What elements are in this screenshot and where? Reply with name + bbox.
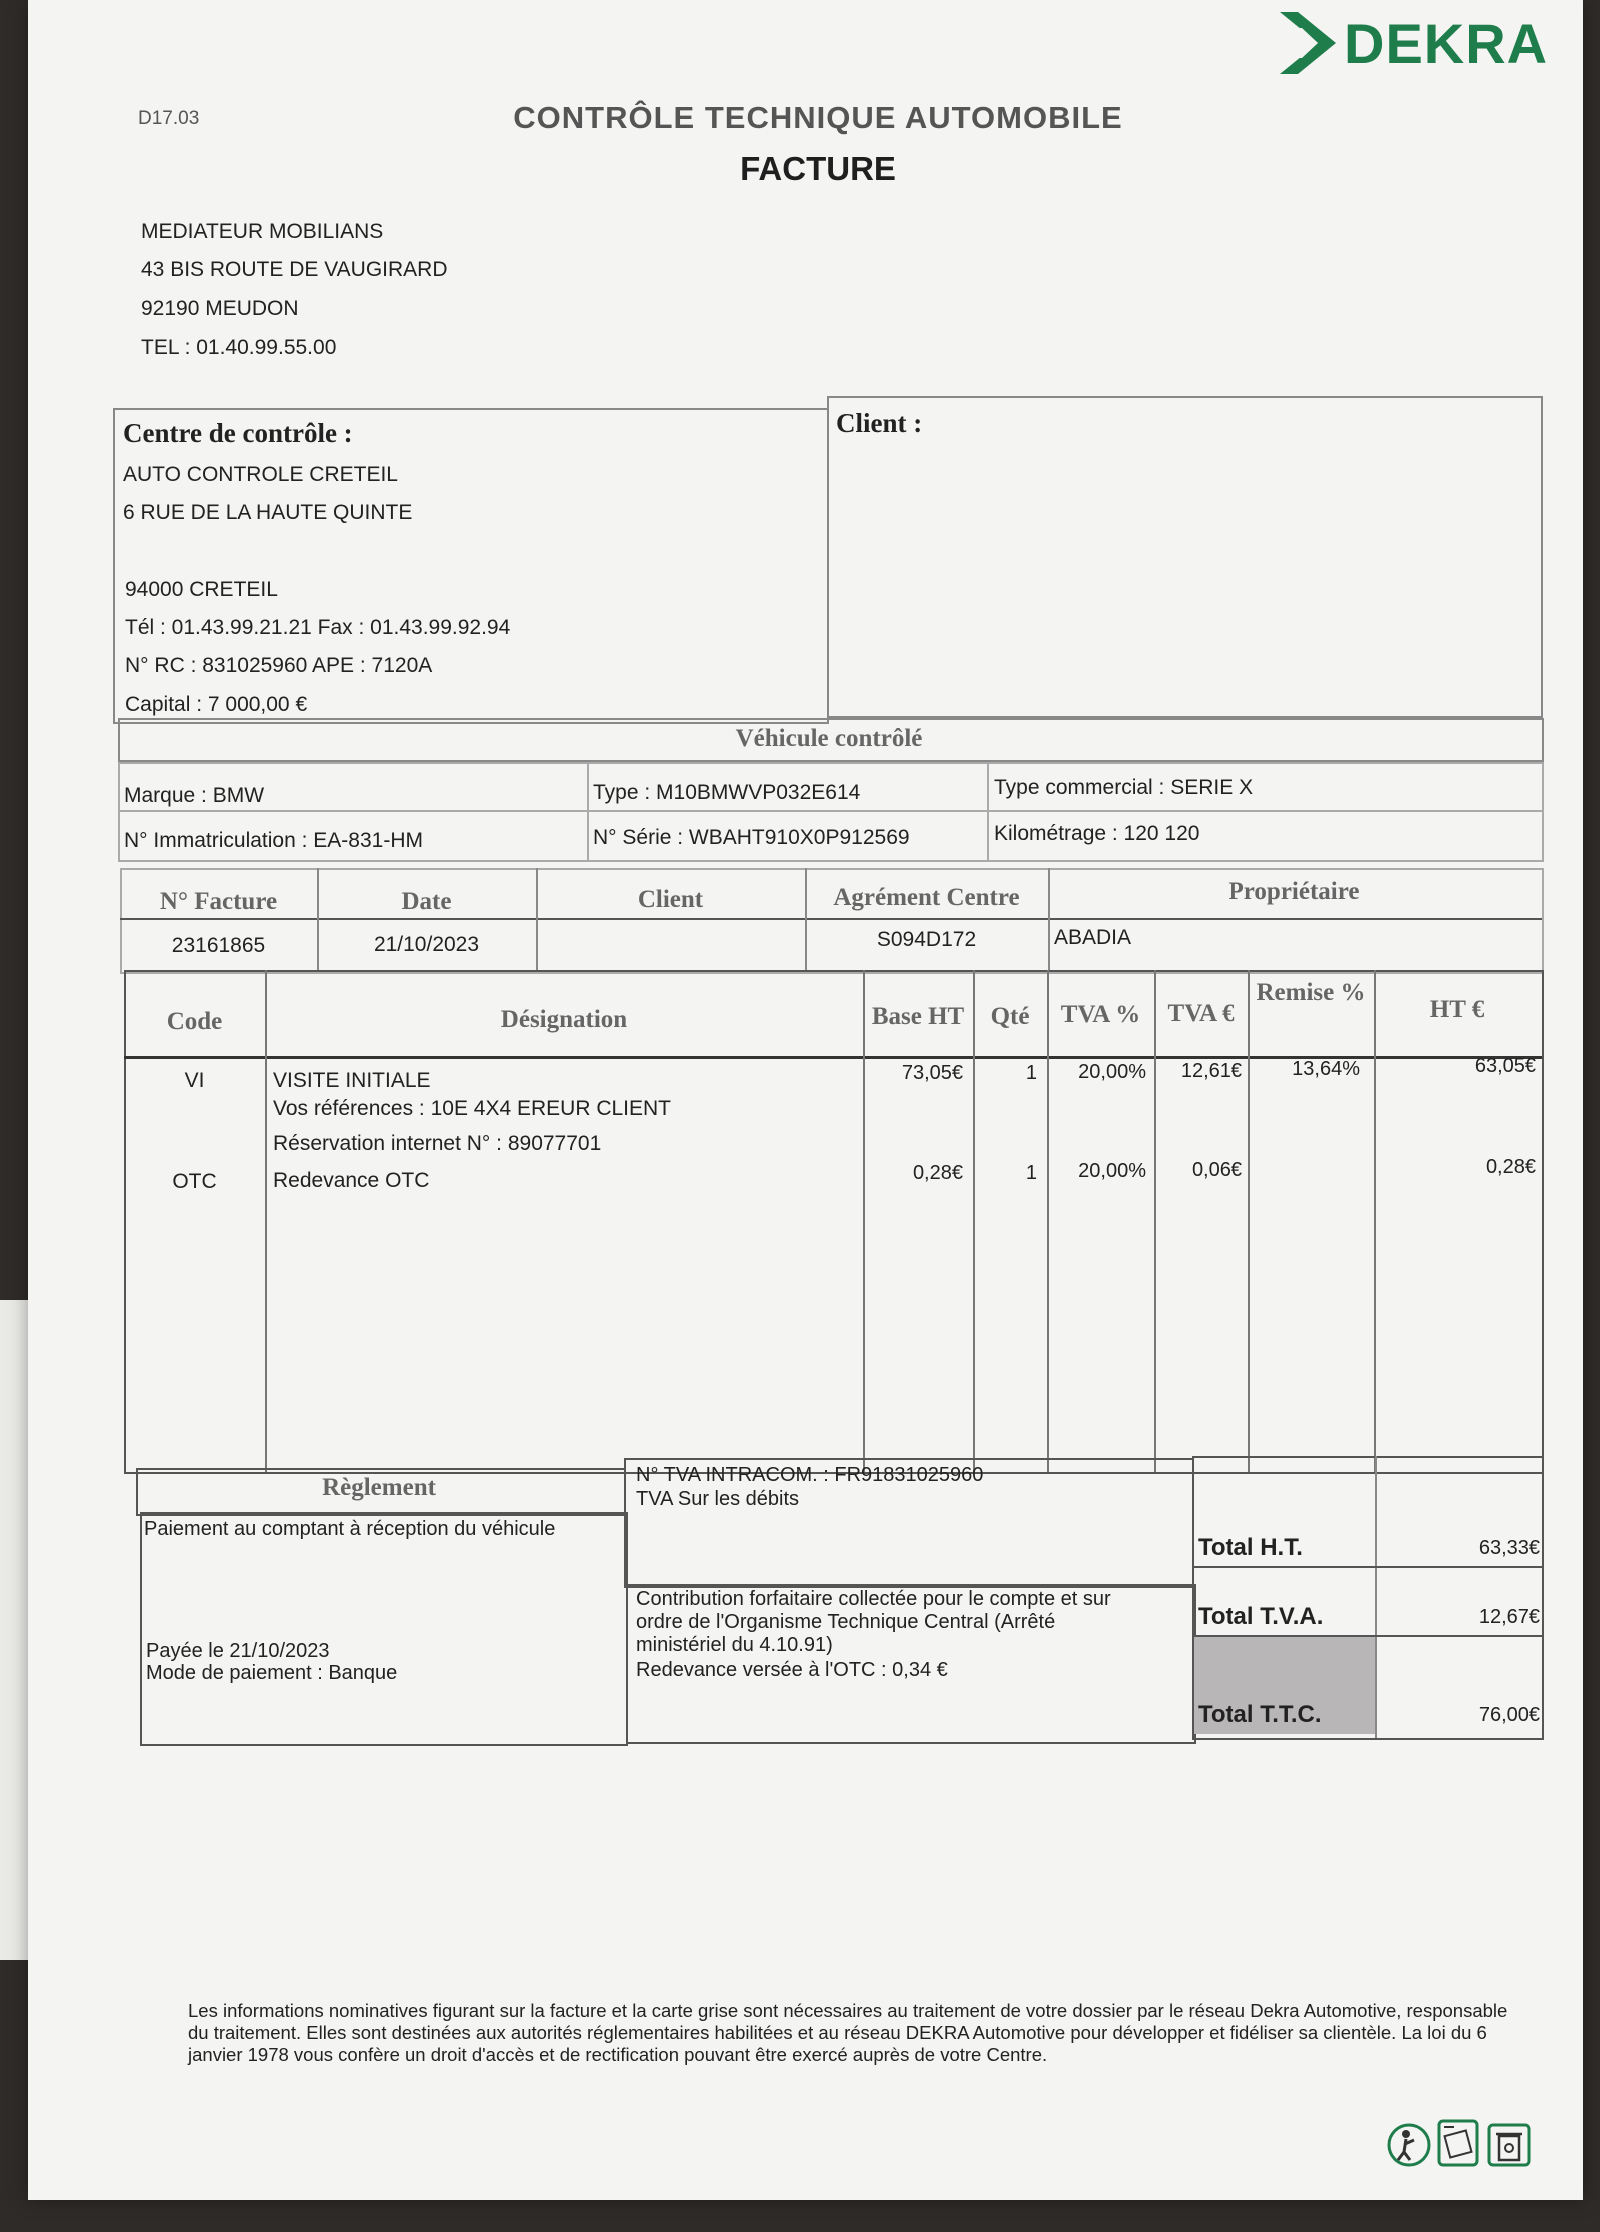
centre-capital: Capital : 7 000,00 € bbox=[125, 693, 308, 716]
total-ttc-label: Total T.T.C. bbox=[1198, 1701, 1322, 1728]
lines-header-code: Code bbox=[166, 1008, 223, 1035]
tva-intracom: N° TVA INTRACOM. : FR91831025960 bbox=[636, 1464, 984, 1486]
sender-city: 92190 MEUDON bbox=[141, 297, 299, 320]
lines-col bbox=[973, 970, 975, 1472]
vehicle-serie: N° Série : WBAHT910X0P912569 bbox=[593, 826, 910, 849]
fr-recycle-icon bbox=[1436, 2118, 1480, 2168]
lines-table bbox=[124, 970, 1544, 1474]
meta-date: 21/10/2023 bbox=[373, 933, 480, 956]
row-qte: 1 bbox=[1025, 1162, 1037, 1184]
total-tva-value: 12,67€ bbox=[1478, 1606, 1540, 1628]
meta-agrement: S094D172 bbox=[876, 928, 977, 951]
totals-divider bbox=[1192, 1566, 1542, 1568]
vehicle-grid-divider bbox=[118, 810, 1542, 812]
meta-header-proprietaire: Propriétaire bbox=[1228, 878, 1360, 905]
vehicle-marque: Marque : BMW bbox=[124, 784, 265, 807]
contribution-line: Contribution forfaitaire collectée pour le compte et sur bbox=[636, 1588, 1111, 1610]
row-ht: 0,28€ bbox=[1485, 1156, 1536, 1178]
meta-header-agrement: Agrément Centre bbox=[833, 884, 1020, 911]
row-designation: Redevance OTC bbox=[273, 1169, 430, 1192]
meta-header-client: Client bbox=[637, 886, 704, 913]
vehicle-immatriculation: N° Immatriculation : EA-831-HM bbox=[124, 829, 423, 852]
contribution-line: ministériel du 4.10.91) bbox=[636, 1634, 833, 1656]
meta-header-numero: N° Facture bbox=[159, 888, 278, 915]
tva-debits: TVA Sur les débits bbox=[636, 1488, 800, 1510]
centre-city: 94000 CRETEIL bbox=[125, 578, 278, 601]
dekra-logo-text: DEKRA bbox=[1344, 11, 1549, 75]
lines-header-base-ht: Base HT bbox=[871, 1003, 965, 1030]
bin-icon bbox=[1486, 2122, 1532, 2168]
lines-header-designation: Désignation bbox=[500, 1006, 628, 1033]
row-ht: 63,05€ bbox=[1474, 1055, 1536, 1077]
legal-notice: Les informations nominatives figurant sur la facture et la carte grise sont nécessaires au traitement de votre dossier par le réseau Dekra Automotive, responsable du traitement. Elles sont destinées aux autorités réglementaires habilitées et au réseau DEKRA Automotive pour développer et fidéliser sa clientèle. La loi du 6 janvier 1978 vous confère un droit d'accès et de rectification pouvant être exercé auprès de votre Centre. bbox=[188, 2000, 1508, 2065]
total-ht-label: Total H.T. bbox=[1198, 1534, 1303, 1561]
vehicle-grid-col bbox=[987, 762, 989, 860]
total-ttc-value: 76,00€ bbox=[1478, 1704, 1540, 1726]
lines-header-tva-pct: TVA % bbox=[1060, 1001, 1141, 1028]
row-qte: 1 bbox=[1025, 1062, 1037, 1084]
lines-header-qte: Qté bbox=[990, 1003, 1030, 1030]
lines-header-ht: HT € bbox=[1429, 996, 1485, 1023]
contribution-line: ordre de l'Organisme Technique Central (Arrêté bbox=[636, 1611, 1056, 1633]
reglement-box bbox=[140, 1512, 628, 1746]
centre-name: AUTO CONTROLE CRETEIL bbox=[123, 463, 398, 486]
row-base-ht: 0,28€ bbox=[912, 1162, 963, 1184]
reglement-mode-text: Paiement au comptant à réception du véhicule bbox=[144, 1518, 556, 1540]
client-label: Client : bbox=[836, 408, 923, 438]
row-base-ht: 73,05€ bbox=[901, 1062, 963, 1084]
centre-label: Centre de contrôle : bbox=[123, 418, 353, 448]
dekra-logo bbox=[1278, 8, 1548, 78]
lines-col bbox=[265, 970, 267, 1472]
centre-rc: N° RC : 831025960 APE : 7120A bbox=[125, 654, 433, 677]
contribution-redevance: Redevance versée à l'OTC : 0,34 € bbox=[636, 1659, 948, 1681]
lines-col bbox=[1374, 970, 1376, 1472]
lines-header-remise: Remise % bbox=[1256, 979, 1366, 1006]
vehicle-grid-col bbox=[587, 762, 589, 860]
lines-col bbox=[1248, 970, 1250, 1472]
page-title: CONTRÔLE TECHNIQUE AUTOMOBILE bbox=[513, 100, 1123, 135]
reglement-title: Règlement bbox=[322, 1474, 436, 1501]
row-tva-pct: 20,00% bbox=[1078, 1160, 1146, 1182]
lines-col bbox=[1154, 970, 1156, 1472]
lines-col bbox=[1047, 970, 1049, 1472]
vehicle-title: Véhicule contrôlé bbox=[735, 725, 923, 752]
vehicle-kilometrage: Kilométrage : 120 120 bbox=[994, 822, 1200, 845]
meta-col bbox=[536, 868, 538, 972]
row-tva-eur: 12,61€ bbox=[1180, 1060, 1242, 1082]
totals-col bbox=[1375, 1456, 1377, 1738]
total-tva-label: Total T.V.A. bbox=[1198, 1603, 1324, 1630]
row-code: OTC bbox=[172, 1170, 217, 1193]
dekra-arrow-icon bbox=[1278, 8, 1338, 78]
row-designation: Vos références : 10E 4X4 EREUR CLIENT bbox=[273, 1097, 672, 1120]
centre-phone: Tél : 01.43.99.21.21 Fax : 01.43.99.92.94 bbox=[125, 616, 511, 639]
vehicle-type: Type : M10BMWVP032E614 bbox=[593, 781, 861, 804]
row-tva-eur: 0,06€ bbox=[1191, 1159, 1242, 1181]
row-tva-pct: 20,00% bbox=[1078, 1061, 1146, 1083]
invoice-meta-divider bbox=[120, 918, 1542, 920]
row-remise: 13,64% bbox=[1292, 1058, 1360, 1080]
recycle-person-icon bbox=[1386, 2122, 1432, 2168]
reglement-paid: Payée le 21/10/2023 bbox=[146, 1640, 330, 1662]
doc-reference: D17.03 bbox=[138, 108, 200, 129]
row-code: VI bbox=[184, 1069, 205, 1092]
reglement-method: Mode de paiement : Banque bbox=[146, 1662, 398, 1684]
invoice-sheet bbox=[28, 0, 1583, 2200]
total-ht-value: 63,33€ bbox=[1478, 1537, 1540, 1559]
lines-header-tva-eur: TVA € bbox=[1167, 1000, 1235, 1027]
client-box bbox=[827, 396, 1543, 718]
lines-col bbox=[863, 970, 865, 1472]
row-designation: Réservation internet N° : 89077701 bbox=[273, 1132, 602, 1155]
meta-proprietaire: ABADIA bbox=[1054, 926, 1132, 949]
centre-street: 6 RUE DE LA HAUTE QUINTE bbox=[123, 501, 413, 524]
vehicle-type-commercial: Type commercial : SERIE X bbox=[994, 776, 1254, 799]
sender-name: MEDIATEUR MOBILIANS bbox=[141, 220, 384, 243]
row-designation: VISITE INITIALE bbox=[273, 1069, 431, 1092]
sender-street: 43 BIS ROUTE DE VAUGIRARD bbox=[141, 258, 448, 281]
sender-phone: TEL : 01.40.99.55.00 bbox=[141, 336, 337, 359]
page-subtitle: FACTURE bbox=[740, 150, 896, 187]
meta-numero: 23161865 bbox=[171, 934, 266, 957]
meta-header-date: Date bbox=[401, 888, 452, 915]
